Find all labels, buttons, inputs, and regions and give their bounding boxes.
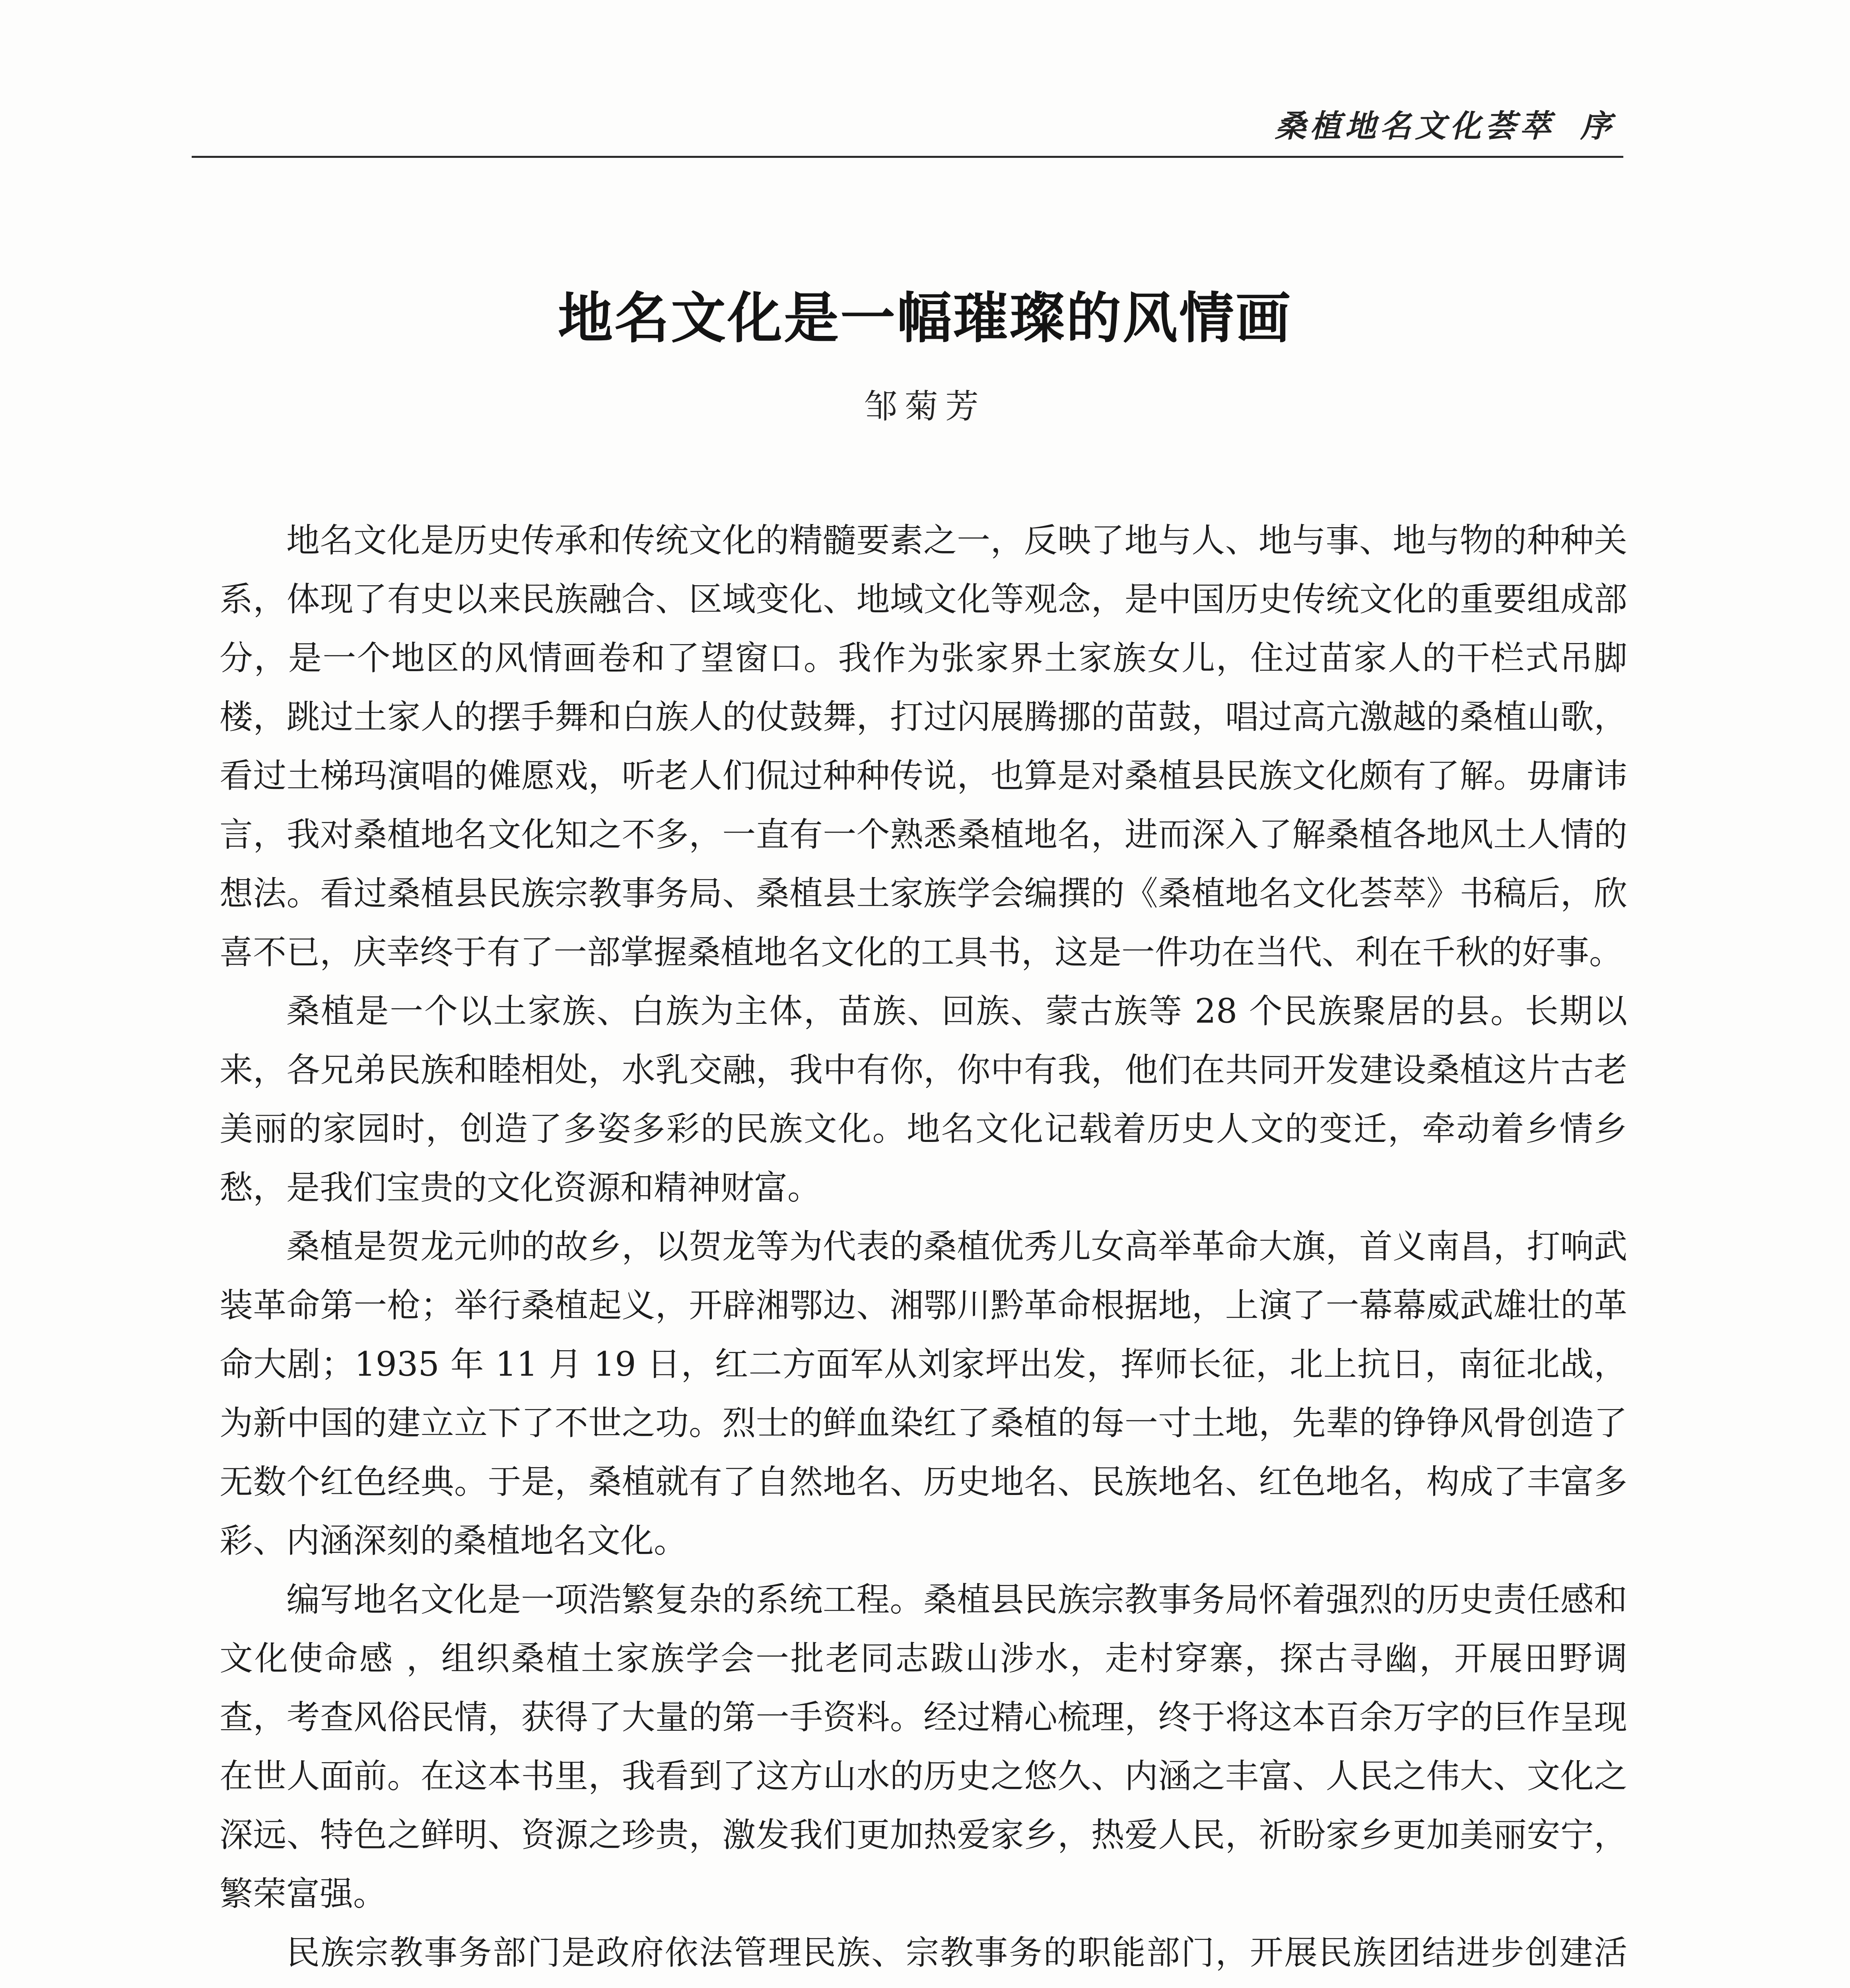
body-paragraph: 地名文化是历史传承和传统文化的精髓要素之一，反映了地与人、地与事、地与物的种种关系，体现了有史以来民族融合、区域变化、地域文化等观念，是中国历史传统文化的重要组成部分，是一个地区的风情画卷和了望窗口。我作为张家界土家族女儿，住过苗家人的干栏式吊脚楼，跳过土家人的摆手舞和白族人的仗鼓舞，打过闪展腾挪的苗鼓，唱过高亢激越的桑植山歌，看过土梯玛演唱的傩愿戏，听老人们侃过种种传说，也算是对桑植县民族文化颇有了解。毋庸讳言，我对桑植地名文化知之不多，一直有一个熟悉桑植地名，进而深入了解桑植各地风土人情的想法。看过桑植县民族宗教事务局、桑植县土家族学会编撰的《桑植地名文化荟萃》书稿后，欣喜不已，庆幸终于有了一部掌握桑植地名文化的工具书，这是一件功在当代、利在千秋的好事。	[220, 521, 1627, 972]
header-rule	[192, 156, 1623, 158]
body-paragraph: 民族宗教事务部门是政府依法管理民族、宗教事务的职能部门，开展民族团结进步创建活	[286, 1933, 1627, 1972]
running-header	[1275, 101, 1615, 146]
body-paragraph: 桑植是贺龙元帅的故乡，以贺龙等为代表的桑植优秀儿女高举革命大旗，首义南昌，打响武装革命第一枪；举行桑植起义，开辟湘鄂边、湘鄂川黔革命根据地，上演了一幕幕威武雄壮的革命大剧；1935 年 11 月 19 日，红二方面军从刘家坪出发，挥师长征，北上抗日，南征北战，为新中国的建立立下了不世之功。烈士的鲜血染红了桑植的每一寸土地，先辈的铮铮风骨创造了无数个红色经典。于是，桑植就有了自然地名、历史地名、民族地名、红色地名，构成了丰富多彩、内涵深刻的桑植地名文化。	[220, 1227, 1627, 1560]
article-title: 地名文化是一幅璀璨的风情画	[558, 285, 1292, 350]
article-author: 邹菊芳	[864, 387, 986, 426]
article-body	[220, 511, 1627, 1988]
running-header-book-title: 桑植地名文化荟萃	[1275, 108, 1555, 144]
running-header-section: 序	[1580, 108, 1615, 144]
body-paragraph: 桑植是一个以土家族、白族为主体，苗族、回族、蒙古族等 28 个民族聚居的县。长期以来，各兄弟民族和睦相处，水乳交融，我中有你，你中有我，他们在共同开发建设桑植这片古老美丽的家园时，创造了多姿多彩的民族文化。地名文化记载着历史人文的变迁，牵动着乡情乡愁，是我们宝贵的文化资源和精神财富。	[220, 992, 1627, 1207]
body-paragraph: 编写地名文化是一项浩繁复杂的系统工程。桑植县民族宗教事务局怀着强烈的历史责任感和文化使命感 ，组织桑植土家族学会一批老同志跋山涉水，走村穿寨，探古寻幽，开展田野调查，考查风俗民情，获得了大量的第一手资料。经过精心梳理，终于将这本百余万字的巨作呈现在世人面前。在这本书里，我看到了这方山水的历史之悠久、内涵之丰富、人民之伟大、文化之深远、特色之鲜明、资源之珍贵，激发我们更加热爱家乡，热爱人民，祈盼家乡更加美丽安宁，繁荣富强。	[220, 1580, 1627, 1913]
